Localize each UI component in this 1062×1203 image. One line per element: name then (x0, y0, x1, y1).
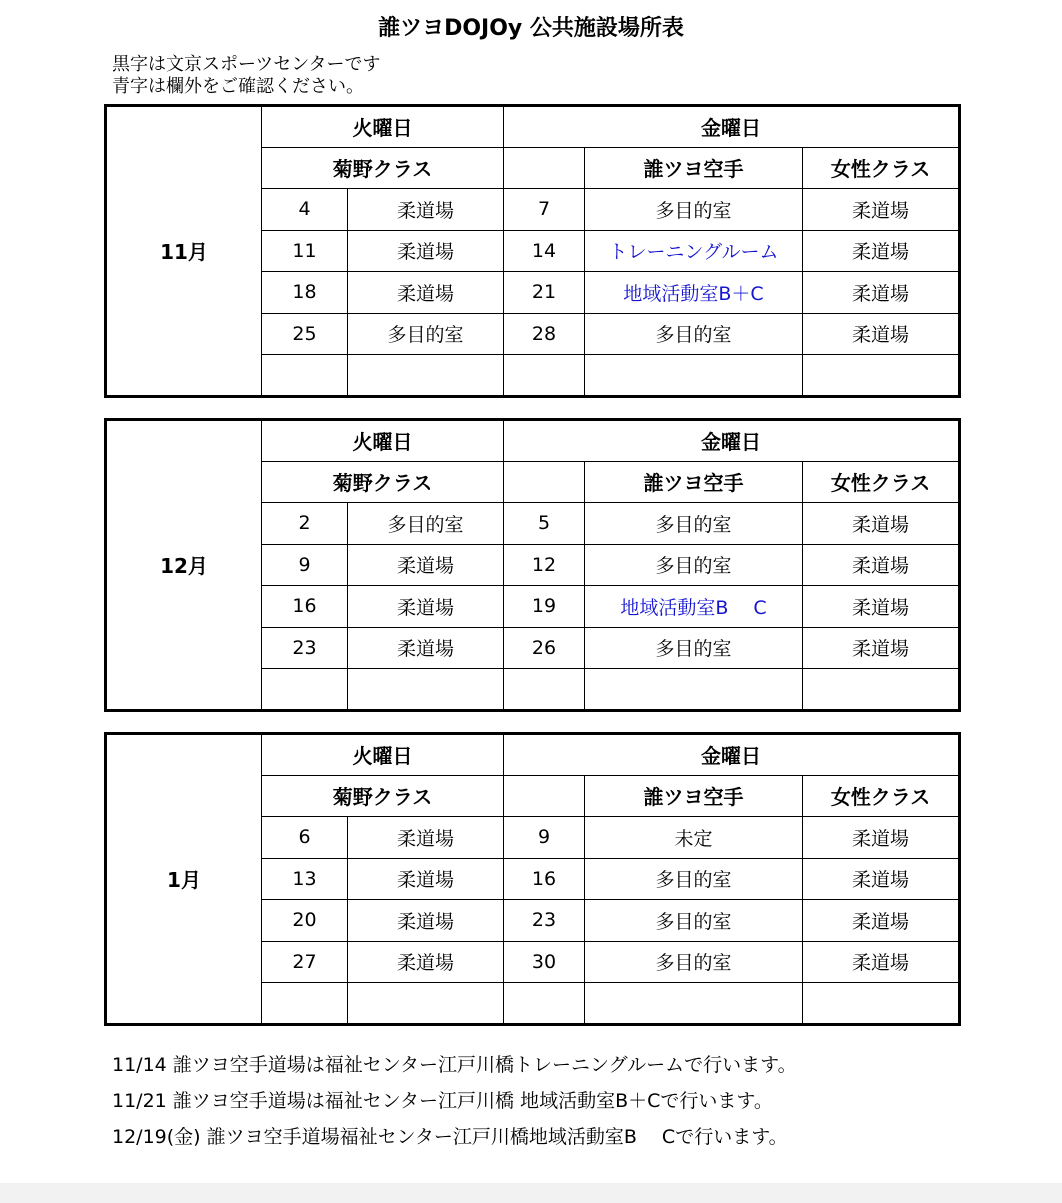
empty-header-cell (504, 147, 585, 189)
footnote: 11/14 誰ツヨ空手道場は福祉センター江戸川橋トレーニングルームで行います。 (112, 1054, 797, 1076)
friday-date: 14 (504, 230, 585, 272)
friday-place: 地域活動室B C (585, 586, 803, 628)
women-place: 柔道場 (803, 189, 960, 231)
tuesday-place: 柔道場 (348, 858, 504, 900)
women-place: 柔道場 (803, 503, 960, 545)
friday-place: 地域活動室B＋C (585, 272, 803, 314)
tuesday-date: 18 (262, 272, 348, 314)
intro-text (112, 54, 381, 98)
friday-date: 26 (504, 627, 585, 669)
women-place: 柔道場 (803, 272, 960, 314)
tuesday-place: 柔道場 (348, 230, 504, 272)
empty-cell (585, 669, 803, 711)
friday-place: 多目的室 (585, 858, 803, 900)
tuesday-place: 柔道場 (348, 544, 504, 586)
friday-place: 未定 (585, 817, 803, 859)
women-place: 柔道場 (803, 586, 960, 628)
footnote: 12/19(金) 誰ツヨ空手道場福祉センター江戸川橋地域活動室B Cで行います。 (112, 1126, 788, 1148)
women-place: 柔道場 (803, 817, 960, 859)
friday-date: 9 (504, 817, 585, 859)
intro-line-blue: 青字は欄外をご確認ください。 (112, 76, 364, 97)
month-table (104, 418, 961, 712)
friday-place: トレーニングルーム (585, 230, 803, 272)
empty-cell (348, 355, 504, 397)
empty-cell (585, 983, 803, 1025)
month-table (104, 732, 961, 1026)
kikuno-class-header: 菊野クラス (262, 775, 504, 817)
page-title: 誰ツヨDOJOy 公共施設場所表 (378, 16, 684, 41)
tuesday-date: 2 (262, 503, 348, 545)
header-row-days (106, 734, 960, 776)
month-label: 11月 (106, 106, 262, 397)
intro-line-black: 黒字は文京スポーツセンターです (112, 54, 381, 75)
empty-cell (262, 669, 348, 711)
karate-header: 誰ツヨ空手 (585, 775, 803, 817)
women-class-header: 女性クラス (803, 775, 960, 817)
friday-place: 多目的室 (585, 627, 803, 669)
friday-date: 12 (504, 544, 585, 586)
friday-header: 金曜日 (504, 106, 960, 148)
header-row-days (106, 106, 960, 148)
empty-cell (504, 983, 585, 1025)
tuesday-place: 柔道場 (348, 586, 504, 628)
tuesday-place: 柔道場 (348, 941, 504, 983)
friday-date: 19 (504, 586, 585, 628)
tuesday-date: 25 (262, 313, 348, 355)
tuesday-header: 火曜日 (262, 106, 504, 148)
empty-cell (803, 983, 960, 1025)
page-bottom-band (0, 1183, 1062, 1203)
empty-cell (803, 355, 960, 397)
tuesday-date: 16 (262, 586, 348, 628)
women-place: 柔道場 (803, 941, 960, 983)
friday-date: 7 (504, 189, 585, 231)
friday-date: 5 (504, 503, 585, 545)
empty-header-cell (504, 775, 585, 817)
tuesday-date: 11 (262, 230, 348, 272)
month-label: 12月 (106, 420, 262, 711)
tuesday-date: 9 (262, 544, 348, 586)
tuesday-place: 多目的室 (348, 313, 504, 355)
women-place: 柔道場 (803, 313, 960, 355)
tuesday-place: 柔道場 (348, 272, 504, 314)
tuesday-date: 27 (262, 941, 348, 983)
friday-date: 23 (504, 900, 585, 942)
tuesday-header: 火曜日 (262, 420, 504, 462)
friday-date: 16 (504, 858, 585, 900)
friday-date: 28 (504, 313, 585, 355)
tuesday-place: 柔道場 (348, 900, 504, 942)
friday-place: 多目的室 (585, 313, 803, 355)
footnote: 11/21 誰ツヨ空手道場は福祉センター江戸川橋 地域活動室B＋Cで行います。 (112, 1090, 773, 1112)
women-class-header: 女性クラス (803, 461, 960, 503)
kikuno-class-header: 菊野クラス (262, 461, 504, 503)
empty-header-cell (504, 461, 585, 503)
footnotes (112, 1047, 797, 1155)
friday-date: 30 (504, 941, 585, 983)
empty-cell (348, 669, 504, 711)
women-class-header: 女性クラス (803, 147, 960, 189)
empty-cell (348, 983, 504, 1025)
empty-cell (262, 355, 348, 397)
kikuno-class-header: 菊野クラス (262, 147, 504, 189)
friday-place: 多目的室 (585, 544, 803, 586)
month-label: 1月 (106, 734, 262, 1025)
friday-place: 多目的室 (585, 503, 803, 545)
tuesday-date: 20 (262, 900, 348, 942)
empty-cell (585, 355, 803, 397)
friday-place: 多目的室 (585, 189, 803, 231)
karate-header: 誰ツヨ空手 (585, 461, 803, 503)
friday-place: 多目的室 (585, 900, 803, 942)
tuesday-place: 柔道場 (348, 627, 504, 669)
friday-place: 多目的室 (585, 941, 803, 983)
friday-date: 21 (504, 272, 585, 314)
tuesday-date: 23 (262, 627, 348, 669)
tuesday-place: 柔道場 (348, 189, 504, 231)
karate-header: 誰ツヨ空手 (585, 147, 803, 189)
friday-header: 金曜日 (504, 734, 960, 776)
tuesday-place: 多目的室 (348, 503, 504, 545)
empty-cell (262, 983, 348, 1025)
header-row-days (106, 420, 960, 462)
women-place: 柔道場 (803, 858, 960, 900)
empty-cell (504, 669, 585, 711)
women-place: 柔道場 (803, 627, 960, 669)
women-place: 柔道場 (803, 544, 960, 586)
tuesday-date: 13 (262, 858, 348, 900)
friday-header: 金曜日 (504, 420, 960, 462)
month-table (104, 104, 961, 398)
tuesday-place: 柔道場 (348, 817, 504, 859)
women-place: 柔道場 (803, 900, 960, 942)
tuesday-date: 4 (262, 189, 348, 231)
women-place: 柔道場 (803, 230, 960, 272)
empty-cell (504, 355, 585, 397)
empty-cell (803, 669, 960, 711)
tuesday-header: 火曜日 (262, 734, 504, 776)
tuesday-date: 6 (262, 817, 348, 859)
